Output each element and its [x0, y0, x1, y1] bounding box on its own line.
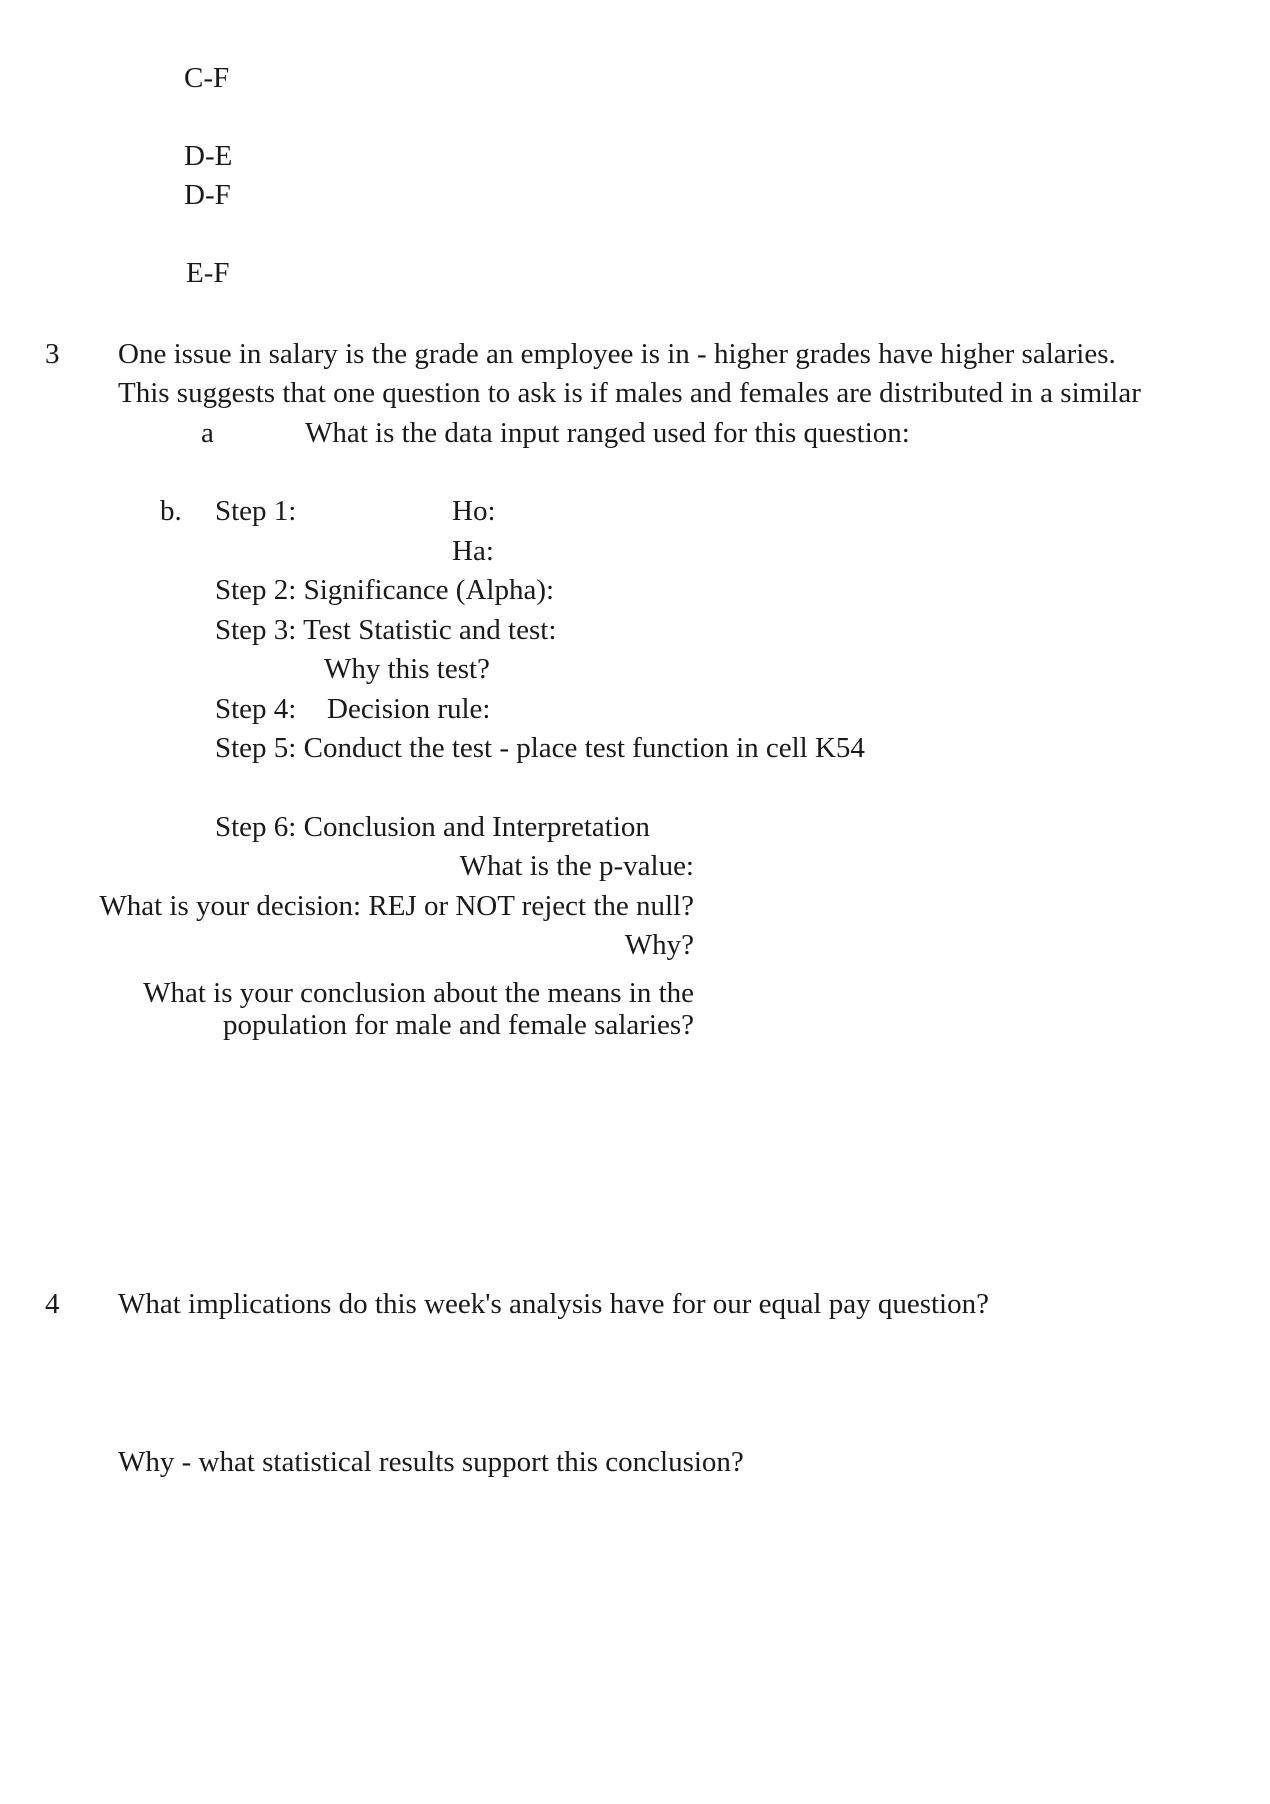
question-4-why: Why - what statistical results support this conclusion?	[118, 1446, 744, 1478]
decision-label: What is your decision: REJ or NOT reject the null?	[99, 890, 694, 922]
alt-hypothesis-label: Ha:	[452, 535, 494, 567]
part-a-question: What is the data input ranged used for this question:	[305, 417, 910, 449]
question-4-number: 4	[45, 1288, 60, 1320]
pair-label-d-f: D-F	[184, 179, 231, 211]
question-3-number: 3	[45, 338, 60, 370]
p-value-label: What is the p-value:	[459, 850, 694, 882]
null-hypothesis-label: Ho:	[452, 495, 496, 527]
decision-rule-label: Decision rule:	[327, 693, 491, 725]
step-2-label: Step 2: Significance (Alpha):	[215, 574, 555, 606]
step-1-label: Step 1:	[215, 495, 297, 527]
part-b-label: b.	[160, 495, 182, 527]
pair-label-e-f: E-F	[186, 257, 230, 289]
step-6-label: Step 6: Conclusion and Interpretation	[215, 811, 650, 843]
question-4-text: What implications do this week's analysis have for our equal pay question?	[118, 1288, 989, 1320]
conclusion-label-line-2: population for male and female salaries?	[222, 1009, 694, 1041]
question-3-line-2: This suggests that one question to ask is if males and females are distributed in a similar	[118, 379, 1141, 408]
why-label: Why?	[624, 929, 694, 961]
pair-label-d-e: D-E	[184, 140, 233, 172]
part-a-label: a	[201, 417, 214, 449]
step-3-label: Step 3: Test Statistic and test:	[215, 614, 557, 646]
step-4-label: Step 4:	[215, 693, 297, 725]
step-5-label: Step 5: Conduct the test - place test function in cell K54	[215, 732, 865, 764]
why-this-test-label: Why this test?	[324, 653, 490, 685]
pair-label-c-f: C-F	[184, 62, 230, 94]
conclusion-label-line-1: What is your conclusion about the means in the	[143, 977, 694, 1009]
question-3-line-1: One issue in salary is the grade an employee is in - higher grades have higher salaries.	[118, 338, 1116, 370]
